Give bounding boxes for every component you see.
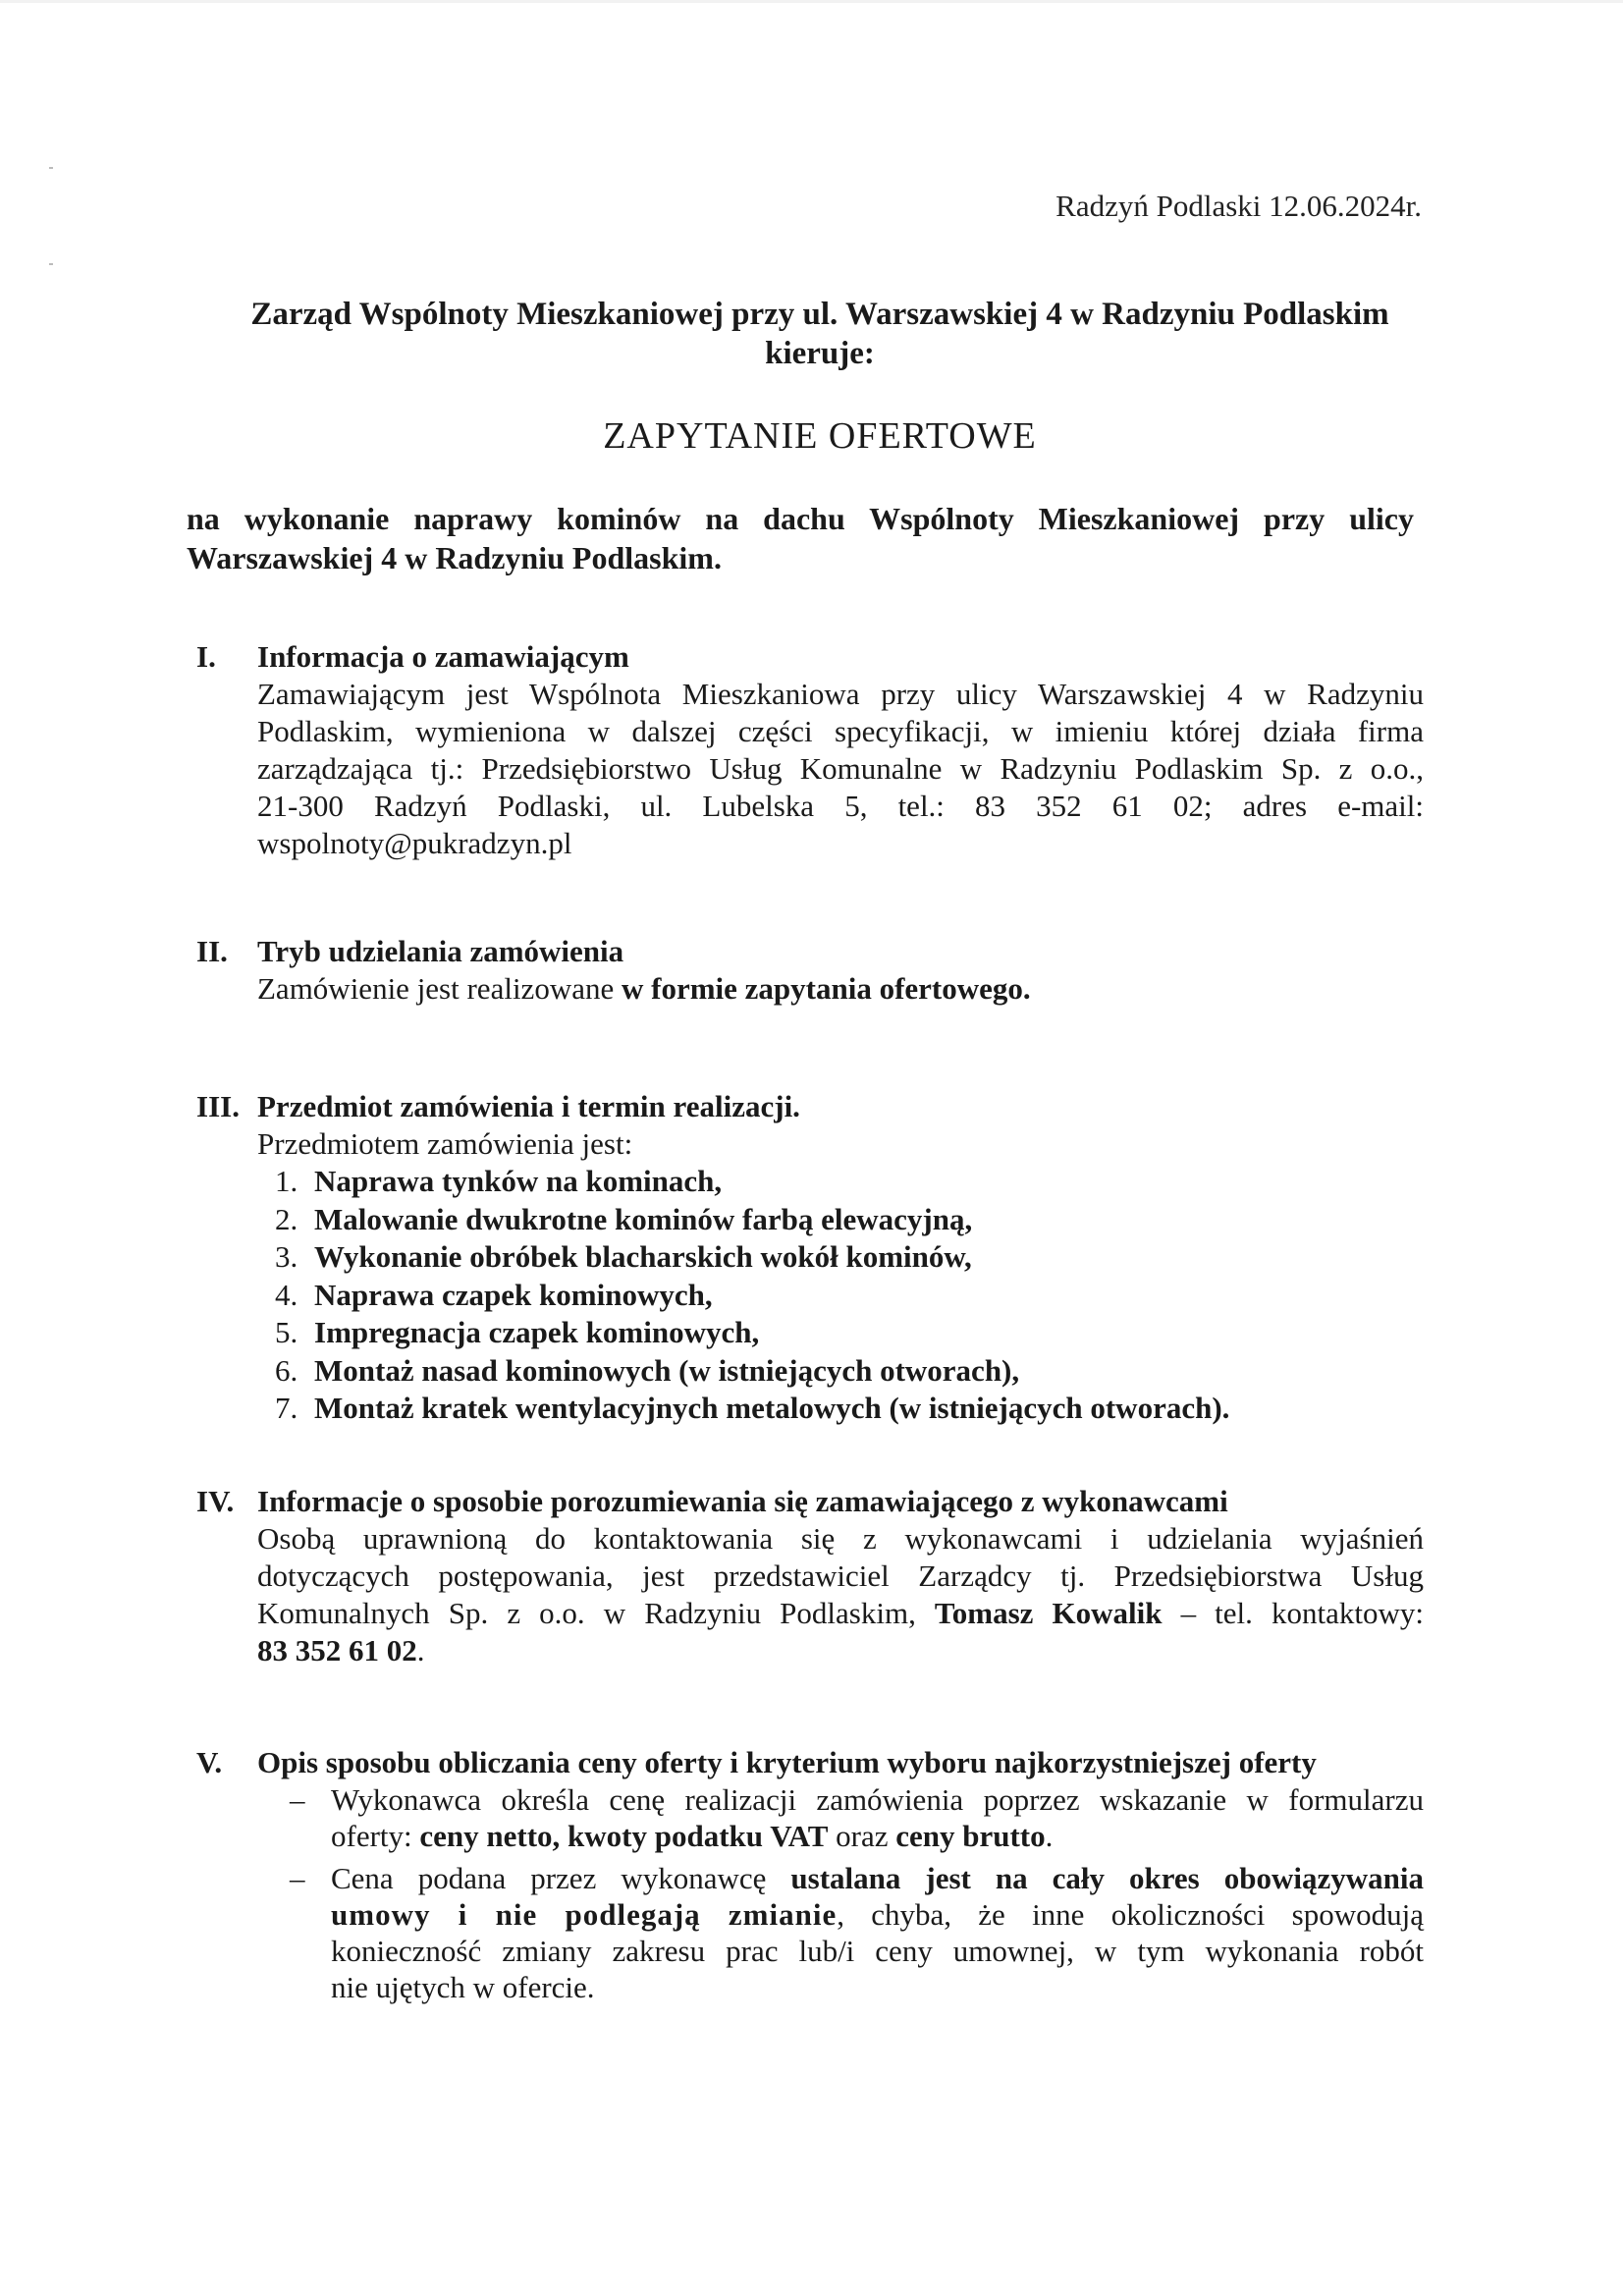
body-line: nie ujętych w ofercie.	[331, 1970, 595, 2004]
section-number: V.	[196, 1745, 223, 1779]
body-line	[331, 1896, 1424, 1933]
org-line-2: kieruje:	[765, 336, 875, 371]
item-text: Naprawa tynków na kominach,	[314, 1164, 723, 1198]
contact-phone: 83 352 61 02	[257, 1633, 417, 1667]
contact-name: Tomasz Kowalik	[934, 1596, 1163, 1630]
body-text: .	[1045, 1819, 1054, 1853]
item-text: Malowanie dwukrotne kominów farbą elewacyjną,	[314, 1201, 973, 1236]
body-text: Zamówienie jest realizowane	[257, 971, 622, 1006]
addressee-block	[216, 295, 1424, 373]
body-text: oraz	[828, 1819, 896, 1853]
org-line-1: Zarząd Wspólnoty Mieszkaniowej przy ul. Warszawskiej 4 w Radzyniu Podlaskim	[250, 297, 1389, 332]
section-5-body	[290, 1781, 1424, 2005]
body-line: Przedmiotem zamówienia jest:	[257, 1126, 633, 1161]
body-line: konieczność zmiany zakresu prac lub/i ceny umownej, w tym wykonania robót	[331, 1934, 1424, 1968]
list-item	[275, 1163, 1424, 1201]
document-title: ZAPYTANIE OFERTOWE	[603, 415, 1037, 457]
subtitle-line-1: na wykonanie naprawy kominów na dachu Wspólnoty Mieszkaniowej przy ulicy	[187, 501, 1414, 536]
body-line: 21-300 Radzyń Podlaski, ul. Lubelska 5, tel.: 83 352 61 02; adres e-mail:	[257, 789, 1424, 823]
document-subtitle	[187, 499, 1414, 577]
list-item	[275, 1314, 1424, 1352]
body-line: dotyczących postępowania, jest przedstawiciel Zarządcy tj. Przedsiębiorstwa Usług	[257, 1558, 1424, 1593]
section-4-heading	[196, 1483, 1424, 1520]
item-number: 6.	[275, 1352, 298, 1388]
body-line	[257, 1595, 1424, 1632]
dash-marker: –	[290, 1782, 305, 1817]
body-line: Osobą uprawnioną do kontaktowania się z wykonawcami i udzielania wyjaśnień	[257, 1521, 1424, 1556]
item-number: 5.	[275, 1315, 298, 1349]
list-item	[275, 1238, 1424, 1277]
scan-edge	[0, 0, 1623, 3]
section-number: I.	[196, 639, 216, 674]
body-line: Podlaskim, wymieniona w dalszej części specyfikacji, w imieniu której działa firma	[257, 714, 1424, 748]
item-text: Impregnacja czapek kominowych,	[314, 1315, 760, 1349]
body-line: zarządzająca tj.: Przedsiębiorstwo Usług Komunalne w Radzyniu Podlaskim Sp. z o.o.,	[257, 751, 1424, 786]
section-number: IV.	[196, 1484, 235, 1518]
body-text-bold: ustalana jest na cały okres obowiązywania	[790, 1861, 1424, 1895]
section-1-body	[257, 676, 1424, 862]
body-line	[331, 1860, 1424, 1896]
item-text: Montaż kratek wentylacyjnych metalowych (w istniejących otworach).	[314, 1391, 1230, 1425]
dash-marker: –	[290, 1861, 305, 1895]
body-text: .	[416, 1633, 425, 1667]
pricing-rules-list	[290, 1781, 1424, 2005]
document-date: Radzyń Podlaski 12.06.2024r.	[1055, 189, 1422, 223]
body-text-bold: umowy i nie podlegają zmianie	[331, 1897, 838, 1932]
body-text-bold: w formie zapytania ofertowego.	[621, 971, 1031, 1006]
item-number: 7.	[275, 1391, 298, 1425]
work-items-list	[257, 1163, 1424, 1428]
list-item	[290, 1860, 1424, 2005]
body-line: Zamawiającym jest Wspólnota Mieszkaniowa przy ulicy Warszawskiej 4 w Radzyniu	[257, 677, 1424, 711]
item-number: 2.	[275, 1201, 298, 1236]
body-line	[331, 1818, 1424, 1854]
section-title: Informacja o zamawiającym	[257, 639, 629, 674]
body-text: – tel. kontaktowy:	[1162, 1596, 1424, 1630]
scan-speck	[49, 263, 53, 265]
item-number: 1.	[275, 1164, 298, 1198]
scan-speck	[49, 167, 53, 169]
section-3-heading	[196, 1088, 1424, 1125]
item-text: Naprawa czapek kominowych,	[314, 1277, 713, 1312]
section-title: Opis sposobu obliczania ceny oferty i kryterium wyboru najkorzystniejszej oferty	[257, 1745, 1317, 1779]
section-2	[196, 933, 1424, 1008]
item-number: 3.	[275, 1239, 298, 1274]
section-3-body	[257, 1125, 1424, 1428]
body-text: Komunalnych Sp. z o.o. w Radzyniu Podlaskim,	[257, 1596, 935, 1630]
body-line	[257, 970, 1424, 1008]
section-1	[196, 638, 1424, 862]
section-title: Przedmiot zamówienia i termin realizacji.	[257, 1089, 800, 1123]
section-2-heading	[196, 933, 1424, 970]
section-3	[196, 1088, 1424, 1428]
body-line	[257, 1632, 1424, 1669]
body-text-bold: ceny brutto	[895, 1819, 1046, 1853]
body-line: Wykonawca określa cenę realizacji zamówienia poprzez wskazanie w formularzu	[331, 1782, 1424, 1817]
section-number: II.	[196, 934, 228, 968]
section-2-body	[257, 970, 1424, 1008]
list-item	[290, 1781, 1424, 1854]
list-item	[275, 1352, 1424, 1391]
item-text: Wykonanie obróbek blacharskich wokół kominów,	[314, 1239, 972, 1274]
body-text-bold: ceny netto, kwoty podatku VAT	[419, 1819, 829, 1853]
body-text: oferty:	[331, 1819, 420, 1853]
section-4	[196, 1483, 1424, 1669]
subtitle-line-2: Warszawskiej 4 w Radzyniu Podlaskim.	[187, 540, 722, 575]
section-number: III.	[196, 1089, 240, 1123]
item-text: Montaż nasad kominowych (w istniejących otworach),	[314, 1352, 1020, 1388]
body-text: , chyba, że inne okoliczności spowodują	[837, 1897, 1424, 1932]
section-title: Tryb udzielania zamówienia	[257, 934, 624, 968]
list-item	[275, 1390, 1424, 1428]
section-title: Informacje o sposobie porozumiewania się zamawiającego z wykonawcami	[257, 1484, 1228, 1518]
item-number: 4.	[275, 1277, 298, 1312]
list-item	[275, 1277, 1424, 1315]
section-5	[196, 1744, 1424, 2005]
section-4-body	[257, 1520, 1424, 1669]
list-item	[275, 1201, 1424, 1239]
email-text: wspolnoty@pukradzyn.pl	[257, 826, 572, 860]
section-5-heading	[196, 1744, 1424, 1781]
body-text: Cena podana przez wykonawcę	[331, 1861, 791, 1895]
section-1-heading	[196, 638, 1424, 676]
